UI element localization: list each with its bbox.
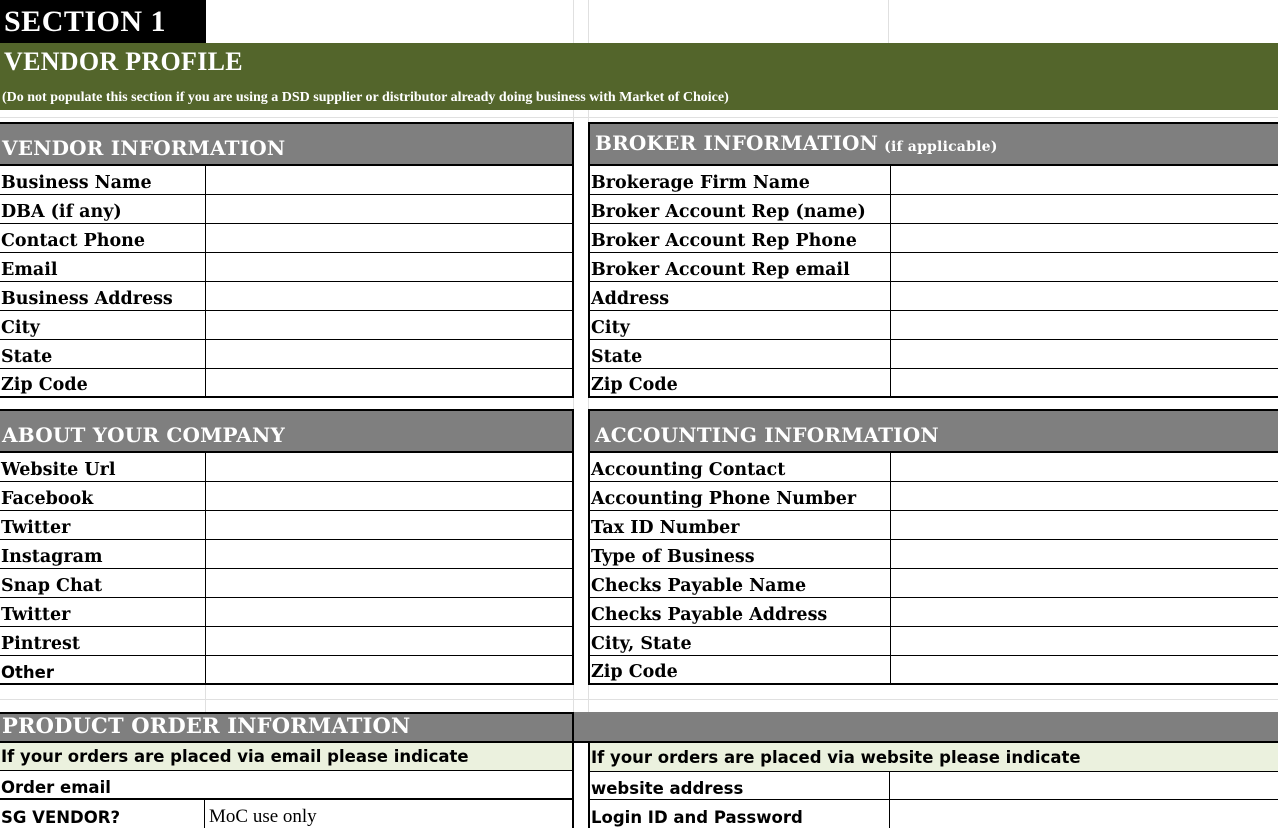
field-label: Twitter bbox=[0, 598, 206, 626]
field-input[interactable] bbox=[891, 627, 1278, 655]
field-label: State bbox=[0, 340, 206, 368]
table-row bbox=[0, 340, 574, 369]
field-input[interactable] bbox=[206, 453, 572, 481]
field-input[interactable] bbox=[891, 195, 1278, 223]
accounting-info-title: ACCOUNTING INFORMATION bbox=[595, 423, 939, 447]
accounting-info-header bbox=[588, 409, 1278, 453]
field-label: City bbox=[590, 311, 891, 339]
table-row bbox=[0, 453, 574, 482]
field-input[interactable] bbox=[891, 369, 1278, 396]
order-info-header bbox=[0, 712, 574, 743]
broker-info-header bbox=[588, 122, 1278, 166]
field-input[interactable] bbox=[891, 511, 1278, 539]
field-label: Snap Chat bbox=[0, 569, 206, 597]
field-input[interactable] bbox=[206, 627, 572, 655]
field-input[interactable] bbox=[891, 282, 1278, 310]
website-address-input[interactable] bbox=[890, 772, 1278, 799]
field-input[interactable] bbox=[891, 253, 1278, 281]
field-label: Facebook bbox=[0, 482, 206, 510]
table-row bbox=[588, 511, 1278, 540]
table-row bbox=[0, 369, 574, 398]
field-input[interactable] bbox=[891, 340, 1278, 368]
table-row bbox=[588, 482, 1278, 511]
field-label: Zip Code bbox=[0, 369, 206, 396]
field-input[interactable] bbox=[891, 569, 1278, 597]
field-label: Email bbox=[0, 253, 206, 281]
field-label: City bbox=[0, 311, 206, 339]
website-order-note: If your orders are placed via website please indicate bbox=[588, 743, 1278, 771]
field-label: Broker Account Rep Phone bbox=[590, 224, 891, 252]
vendor-info-header bbox=[0, 122, 574, 166]
field-label: DBA (if any) bbox=[0, 195, 206, 223]
field-label: Broker Account Rep (name) bbox=[590, 195, 891, 223]
field-label: Instagram bbox=[0, 540, 206, 568]
table-row bbox=[588, 656, 1278, 685]
table-row bbox=[0, 627, 574, 656]
sg-vendor-label: SG VENDOR? bbox=[0, 800, 205, 828]
login-input[interactable] bbox=[890, 800, 1278, 828]
field-input[interactable] bbox=[206, 569, 572, 597]
table-row bbox=[588, 569, 1278, 598]
field-input[interactable] bbox=[891, 311, 1278, 339]
gridline bbox=[0, 117, 1278, 118]
banner-title: VENDOR PROFILE bbox=[4, 47, 243, 76]
order-email-row bbox=[0, 771, 574, 800]
field-input[interactable] bbox=[206, 166, 572, 194]
table-row bbox=[588, 282, 1278, 311]
login-label: Login ID and Password bbox=[590, 800, 890, 828]
moc-use-only-field[interactable] bbox=[205, 800, 572, 828]
field-label: Type of Business bbox=[590, 540, 891, 568]
table-row bbox=[588, 195, 1278, 224]
table-row bbox=[588, 453, 1278, 482]
login-row bbox=[588, 800, 1278, 828]
field-input[interactable] bbox=[891, 453, 1278, 481]
field-label: Checks Payable Address bbox=[590, 598, 891, 626]
field-input[interactable] bbox=[891, 598, 1278, 626]
field-label: Broker Account Rep email bbox=[590, 253, 891, 281]
field-label: Brokerage Firm Name bbox=[590, 166, 891, 194]
field-label: Other bbox=[0, 656, 206, 683]
table-row bbox=[588, 224, 1278, 253]
field-input[interactable] bbox=[206, 656, 572, 683]
field-label: Pintrest bbox=[0, 627, 206, 655]
order-header-fill bbox=[574, 712, 1278, 743]
broker-info-title: BROKER INFORMATION bbox=[595, 131, 879, 155]
field-label: Checks Payable Name bbox=[590, 569, 891, 597]
field-input[interactable] bbox=[206, 482, 572, 510]
table-row bbox=[588, 340, 1278, 369]
field-input[interactable] bbox=[891, 540, 1278, 568]
table-row bbox=[588, 253, 1278, 282]
gridline bbox=[0, 699, 1278, 700]
table-row bbox=[0, 598, 574, 627]
table-row bbox=[0, 224, 574, 253]
table-row bbox=[588, 311, 1278, 340]
field-label: Business Name bbox=[0, 166, 206, 194]
field-label: Twitter bbox=[0, 511, 206, 539]
order-email-label: Order email bbox=[1, 778, 111, 797]
table-row bbox=[0, 656, 574, 685]
table-row bbox=[0, 282, 574, 311]
table-row bbox=[0, 195, 574, 224]
field-label: Tax ID Number bbox=[590, 511, 891, 539]
moc-use-only-text: MoC use only bbox=[209, 806, 317, 827]
field-input[interactable] bbox=[206, 282, 572, 310]
section-tag: SECTION 1 bbox=[0, 0, 206, 43]
field-label: State bbox=[590, 340, 891, 368]
field-label: City, State bbox=[590, 627, 891, 655]
field-label: Website Url bbox=[0, 453, 206, 481]
table-row bbox=[588, 369, 1278, 398]
field-label: Accounting Contact bbox=[590, 453, 891, 481]
table-row bbox=[588, 598, 1278, 627]
table-row bbox=[0, 253, 574, 282]
field-input[interactable] bbox=[206, 369, 572, 396]
field-label: Accounting Phone Number bbox=[590, 482, 891, 510]
website-address-row bbox=[588, 771, 1278, 800]
field-input[interactable] bbox=[891, 224, 1278, 252]
table-row bbox=[588, 627, 1278, 656]
banner-note: (Do not populate this section if you are using a DSD supplier or distributor already doing business with Market of Choice) bbox=[2, 90, 729, 105]
field-input[interactable] bbox=[206, 224, 572, 252]
field-input[interactable] bbox=[891, 166, 1278, 194]
vendor-profile-banner bbox=[0, 43, 1278, 110]
table-row bbox=[0, 511, 574, 540]
field-input[interactable] bbox=[206, 511, 572, 539]
order-info-title: PRODUCT ORDER INFORMATION bbox=[2, 713, 411, 738]
field-input[interactable] bbox=[206, 311, 572, 339]
website-address-label: website address bbox=[590, 772, 890, 799]
about-company-title: ABOUT YOUR COMPANY bbox=[2, 423, 285, 447]
field-input[interactable] bbox=[206, 195, 572, 223]
broker-info-note: (if applicable) bbox=[884, 139, 998, 155]
field-input[interactable] bbox=[206, 340, 572, 368]
vendor-info-title: VENDOR INFORMATION bbox=[2, 136, 286, 160]
field-input[interactable] bbox=[206, 253, 572, 281]
table-row bbox=[0, 166, 574, 195]
field-input[interactable] bbox=[891, 656, 1278, 683]
table-row bbox=[0, 311, 574, 340]
table-row bbox=[0, 569, 574, 598]
field-input[interactable] bbox=[206, 540, 572, 568]
table-row bbox=[588, 166, 1278, 195]
field-label: Zip Code bbox=[590, 369, 891, 396]
order-email-input[interactable] bbox=[205, 771, 572, 798]
field-label: Zip Code bbox=[590, 656, 891, 683]
field-label: Address bbox=[590, 282, 891, 310]
sg-vendor-row bbox=[0, 800, 574, 828]
field-label: Business Address bbox=[0, 282, 206, 310]
about-company-header bbox=[0, 409, 574, 453]
gridline bbox=[888, 0, 889, 43]
field-input[interactable] bbox=[891, 482, 1278, 510]
table-row bbox=[0, 482, 574, 511]
table-row bbox=[0, 540, 574, 569]
field-label: Contact Phone bbox=[0, 224, 206, 252]
table-row bbox=[588, 540, 1278, 569]
email-order-note: If your orders are placed via email please indicate bbox=[0, 743, 574, 771]
field-input[interactable] bbox=[206, 598, 572, 626]
